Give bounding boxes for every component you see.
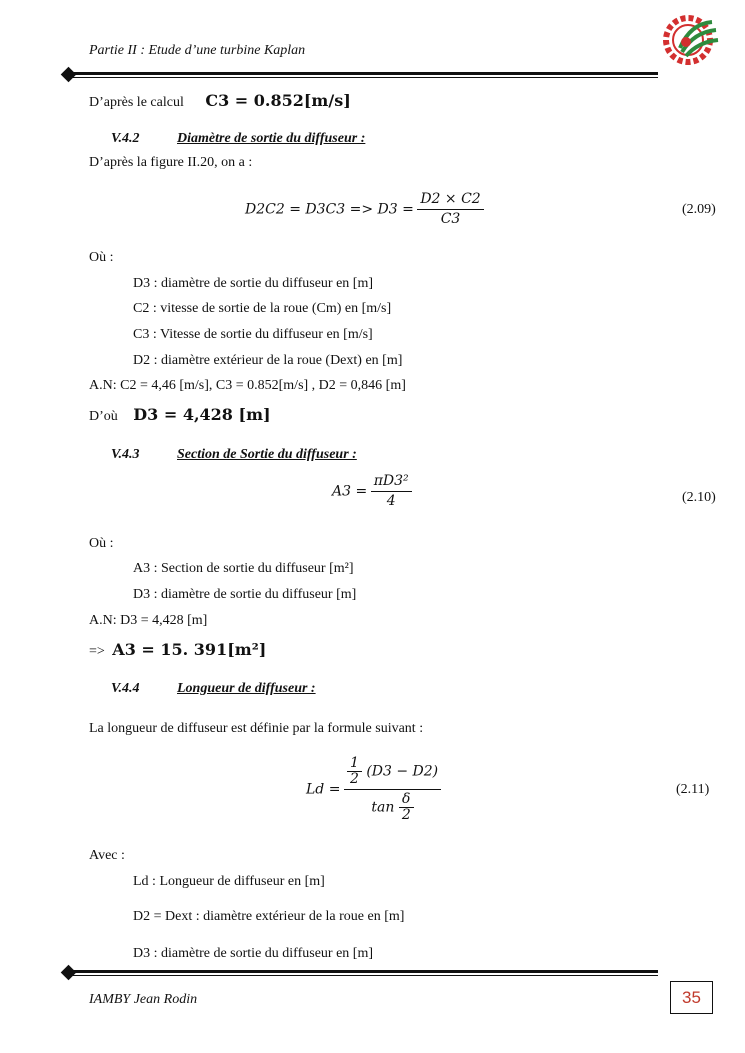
header-rule: [68, 72, 658, 78]
eq211-denominator: [344, 790, 441, 823]
eq211-fraction: [344, 756, 441, 823]
eq211-half-num: 1: [347, 756, 362, 772]
eq211-half: [347, 756, 362, 787]
calc-line: [89, 91, 351, 111]
eq211-delta-den: 2: [401, 807, 411, 823]
d3-line: [89, 405, 271, 425]
section-number-v44: V.4.4: [111, 681, 140, 696]
footer-rule: [68, 970, 658, 976]
an-line-1: A.N: C2 = 4,46 [m/s], C3 = 0.852[m/s] , D2 = 0,846 [m]: [89, 378, 406, 393]
definition-line: C3 : Vitesse de sortie du diffuseur en [m/s]: [133, 327, 373, 342]
definition-line: D3 : diamètre de sortie du diffuseur [m]: [133, 587, 357, 602]
ou-label-2: Où :: [89, 536, 114, 551]
definition-line: A3 : Section de sortie du diffuseur [m²]: [133, 561, 354, 576]
c3-result: C3 = 0.852[m/s]: [205, 91, 351, 110]
header-rule-diamond: [61, 67, 77, 83]
a3-line: [89, 640, 266, 660]
section-number-v42: V.4.2: [111, 131, 140, 146]
eq209-lhs: D2C2 = D3C3 => D3 =: [245, 201, 414, 218]
a3-result: A3 = 15. 391[m²]: [112, 640, 267, 659]
eq211-num-rest: (D3 − D2): [366, 763, 439, 780]
eq209-fraction: [417, 190, 483, 229]
eq209-numerator: D2 × C2: [417, 190, 483, 210]
eq209-denominator: C3: [440, 211, 461, 227]
page-number: 35: [670, 981, 713, 1014]
equation-number-2-10: (2.10): [682, 490, 716, 505]
eq210-lhs: A3 =: [332, 483, 368, 500]
eq211-half-den: 2: [349, 771, 359, 787]
equation-number-2-09: (2.09): [682, 202, 716, 217]
equation-2-09: [245, 190, 484, 229]
a3-prefix: =>: [89, 644, 105, 659]
calc-intro: D’après le calcul: [89, 95, 184, 110]
equation-2-10: [332, 472, 412, 511]
eq210-numerator: πD3²: [371, 472, 412, 492]
section-title-v43: Section de Sortie du diffuseur :: [177, 447, 357, 462]
equation-number-2-11: (2.11): [676, 782, 710, 797]
footer-author: IAMBY Jean Rodin: [89, 992, 198, 1007]
university-logo: [660, 14, 720, 66]
an-line-2: A.N: D3 = 4,428 [m]: [89, 613, 208, 628]
eq210-fraction: [371, 472, 412, 511]
longueur-intro: La longueur de diffuseur est définie par la formule suivant :: [89, 721, 424, 736]
definition-line: D2 = Dext : diamètre extérieur de la roue en [m]: [133, 909, 405, 924]
eq211-delta-half: [399, 792, 414, 823]
definition-line: Ld : Longueur de diffuseur en [m]: [133, 874, 325, 889]
d3-result: D3 = 4,428 [m]: [133, 405, 271, 424]
eq211-lhs: Ld =: [306, 781, 341, 798]
figure-reference: D’après la figure II.20, on a :: [89, 155, 253, 170]
equation-2-11: [306, 756, 441, 823]
definition-line: D3 : diamètre de sortie du diffuseur en [m]: [133, 276, 374, 291]
avec-label: Avec :: [89, 848, 125, 863]
section-title-v42: Diamètre de sortie du diffuseur :: [177, 131, 366, 146]
footer-rule-diamond: [61, 965, 77, 981]
header-title: Partie II : Etude d’une turbine Kaplan: [89, 43, 306, 58]
dou-label: D’où: [89, 409, 118, 424]
eq211-numerator: [344, 756, 441, 790]
section-title-v44: Longueur de diffuseur :: [177, 681, 316, 696]
eq211-tan: tan: [371, 799, 395, 816]
definition-line: D2 : diamètre extérieur de la roue (Dext) en [m]: [133, 353, 403, 368]
eq211-delta: δ: [399, 792, 414, 808]
definition-line: C2 : vitesse de sortie de la roue (Cm) en [m/s]: [133, 301, 392, 316]
ou-label: Où :: [89, 250, 114, 265]
definition-line: D3 : diamètre de sortie du diffuseur en [m]: [133, 946, 374, 961]
eq210-denominator: 4: [386, 493, 396, 509]
section-number-v43: V.4.3: [111, 447, 140, 462]
